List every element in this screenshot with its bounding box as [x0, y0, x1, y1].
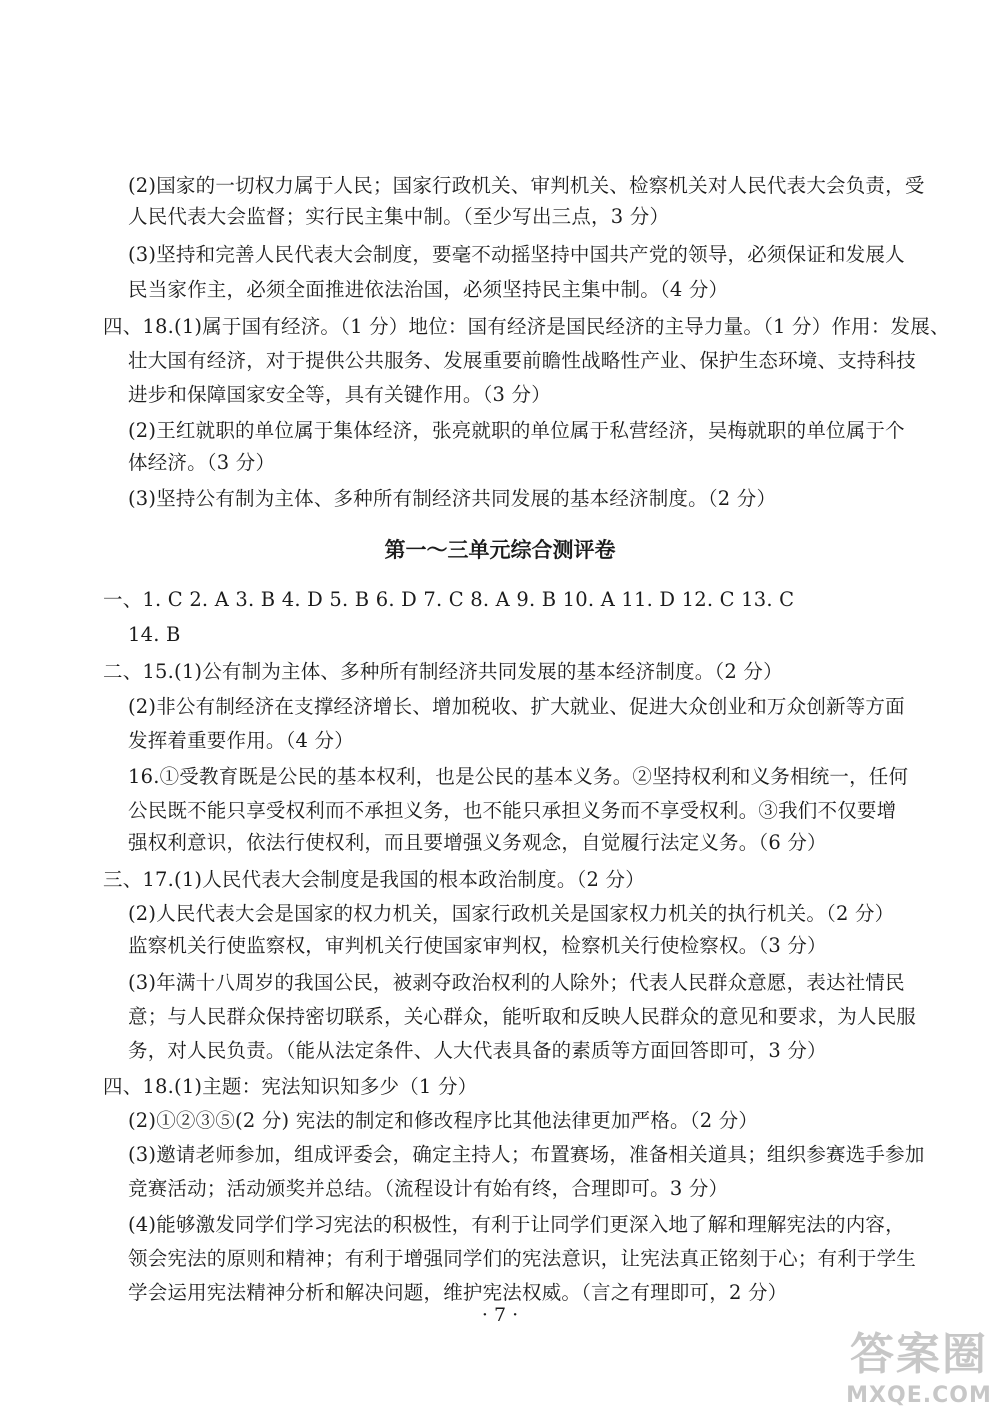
answer-15-1: 二、15.(1)公有制为主体、多种所有制经济共同发展的基本经济制度。（2 分）: [103, 660, 783, 683]
answer-16-line-3: 强权利意识，依法行使权利，而且要增强义务观念，自觉履行法定义务。（6 分）: [128, 831, 827, 854]
answer-18-1: 四、18.(1)主题：宪法知识知多少（1 分）: [103, 1075, 478, 1098]
answer-17-2-line-2: 监察机关行使监察权，审判机关行使国家审判权，检察机关行使检察权。（3 分）: [128, 934, 827, 957]
answer-18-3: (3)坚持公有制为主体、多种所有制经济共同发展的基本经济制度。（2 分）: [128, 487, 777, 510]
answer-17-3-line-1: (3)坚持和完善人民代表大会制度，要毫不动摇坚持中国共产党的领导，必须保证和发展人: [128, 243, 905, 266]
answer-15-2-line-2: 发挥着重要作用。（4 分）: [128, 729, 354, 752]
answer-17-1: 三、17.(1)人民代表大会制度是我国的根本政治制度。（2 分）: [103, 868, 645, 891]
page-number: · 7 ·: [481, 1304, 519, 1326]
answer-18-4-line-2: 领会宪法的原则和精神；有利于增强同学们的宪法意识，让宪法真正铭刻于心；有利于学生: [128, 1247, 917, 1270]
answer-18-2-line-2: 体经济。（3 分）: [128, 451, 276, 474]
answer-16-line-2: 公民既不能只享受权利而不承担义务，也不能只承担义务而不享受权利。③我们不仅要增: [128, 799, 897, 822]
answer-17-2-line-2: 人民代表大会监督；实行民主集中制。（至少写出三点，3 分）: [128, 205, 670, 228]
answer-18-1-line-3: 进步和保障国家安全等，具有关键作用。（3 分）: [128, 383, 551, 406]
section-title: 第一～三单元综合测评卷: [384, 538, 616, 562]
answer-18-4-line-1: (4)能够激发同学们学习宪法的积极性，有利于让同学们更深入地了解和理解宪法的内容，: [128, 1213, 905, 1236]
answer-18-3-line-1: (3)邀请老师参加，组成评委会，确定主持人；布置赛场，准备相关道具；组织参赛选手参加: [128, 1143, 925, 1166]
answer-18-3-line-2: 竞赛活动；活动颁奖并总结。（流程设计有始有终，合理即可。3 分）: [128, 1177, 729, 1200]
answer-17-3-line-2: 意；与人民群众保持密切联系，关心群众，能听取和反映人民群众的意见和要求，为人民服: [128, 1005, 917, 1028]
watermark-top-text: 答案圈: [850, 1329, 988, 1380]
answer-18-4-line-3: 学会运用宪法精神分析和解决问题，维护宪法权威。（言之有理即可，2 分）: [128, 1281, 788, 1304]
answer-15-2-line-1: (2)非公有制经济在支撑经济增长、增加税收、扩大就业、促进大众创业和万众创新等方面: [128, 695, 905, 718]
answer-16-line-1: 16.①受教育既是公民的基本权利，也是公民的基本义务。②坚持权利和义务相统一，任何: [128, 765, 909, 788]
answer-17-3-line-3: 务，对人民负责。（能从法定条件、人大代表具备的素质等方面回答即可，3 分）: [128, 1039, 827, 1062]
answer-17-2-line-1: (2)国家的一切权力属于人民；国家行政机关、审判机关、检察机关对人民代表大会负责，受: [128, 174, 925, 197]
watermark-logo: [844, 1314, 994, 1410]
answer-18-1-line-1: 四、18.(1)属于国有经济。（1 分）地位：国有经济是国民经济的主导力量。（1 分）作用：发展、: [103, 315, 950, 338]
answer-18-2-line-1: (2)王红就职的单位属于集体经济，张亮就职的单位属于私营经济，吴梅就职的单位属于个: [128, 419, 905, 442]
multiple-choice-answers-line-2: 14. B: [128, 623, 181, 646]
answer-17-2-line-1: (2)人民代表大会是国家的权力机关，国家行政机关是国家权力机关的执行机关。（2 分）: [128, 902, 895, 925]
multiple-choice-answers-line-1: 一、1. C 2. A 3. B 4. D 5. B 6. D 7. C 8. A 9. B 10. A 11. D 12. C 13. C: [103, 588, 795, 611]
watermark-bottom-text: MXQE.COM: [846, 1383, 992, 1408]
answer-18-1-line-2: 壮大国有经济，对于提供公共服务、发展重要前瞻性战略性产业、保护生态环境、支持科技: [128, 349, 917, 372]
answer-17-3-line-2: 民当家作主，必须全面推进依法治国，必须坚持民主集中制。（4 分）: [128, 278, 729, 301]
answer-17-3-line-1: (3)年满十八周岁的我国公民，被剥夺政治权利的人除外；代表人民群众意愿，表达社情民: [128, 971, 905, 994]
answer-18-2: (2)①②③⑤(2 分) 宪法的制定和修改程序比其他法律更加严格。（2 分）: [128, 1109, 759, 1132]
